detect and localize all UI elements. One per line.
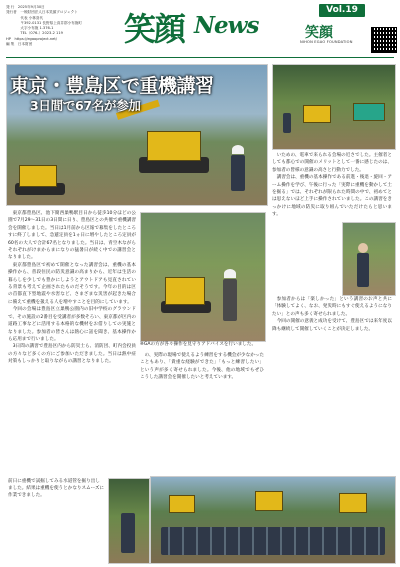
photo-middle xyxy=(140,212,266,342)
article-col-2 xyxy=(140,352,264,484)
pub-line: 代表 小林喜代 xyxy=(6,15,44,20)
pub-line: 大字小布施 1.376-1 xyxy=(6,26,54,31)
participant xyxy=(223,279,237,321)
pub-line: TEL（076-）2023-2 119 xyxy=(6,31,63,36)
excavator-body xyxy=(303,105,331,123)
paragraph: 講習会は、重機の基本操作である前進・後退・旋回・アーム操作を学び、午後に行った「実際に重機を動かして土を掘る」では、それぞれが限られた時間の中で、初めてとは思えないほど上手に操作されていました。この講習をきっかけに地域の防災に取り組んでいただけたらと思います。 xyxy=(272,175,392,218)
pub-line: 発行者 一般財団法人日本笑顔プロジェクト xyxy=(6,10,78,15)
paragraph: 今回の開催の意義と成功を受けて、豊島区では来年度以降も継続して開催していくことが決定しました。 xyxy=(272,319,392,332)
paragraph: の、実際の現場で使えるよう練習をする機会が少なかったこともあり、「貴重な経験ができた」「もっと練習したい」という声が多く寄せられました。今後、他の地域でもぜひこうした講習会を開催したいと考えています。 xyxy=(140,353,264,381)
volume-badge: Vol.19 xyxy=(319,4,365,17)
subheadline: 3日間で67名が参加 xyxy=(30,98,141,113)
excavator-body xyxy=(353,103,385,121)
logo-text: 笑顔 xyxy=(305,25,333,41)
group-photo xyxy=(150,476,396,564)
photo-right-middle xyxy=(342,222,396,296)
photo-bottom-left xyxy=(108,478,150,564)
paragraph: 参加者からは「楽しかった」という講習のお声と共に「体験してよく、なお、発災時にもすぐ使えるようになりたい」との声も多く寄せられました。 xyxy=(272,297,392,317)
participant xyxy=(161,527,385,555)
head xyxy=(358,243,368,253)
paragraph: 東京都豊島区で初めて開催となった講習会は、重機の基本操作から、普段住民の防災意識の高まりから、近年は生活の暮らしを少しでも豊かにしようとアウトドアも見直されている背景も考えて企画されたものだそうです。今年の目的は区の首都直下型地震や水害など、さまざまな災害が起きた場合に備えて重機を扱える人を増やすことを目的にしています。 xyxy=(8,262,136,305)
header-divider xyxy=(6,57,394,58)
publication-info xyxy=(6,5,124,47)
qr-code-icon[interactable] xyxy=(371,27,397,53)
pub-line: 〒392-0131 長野県上高井郡小布施町 xyxy=(6,20,82,25)
masthead xyxy=(124,4,292,46)
photo-caption: 前日に重機で試掘してみる水道管を掘り出しました。結果は重機を使うとかなりスムーズに作業できました。 xyxy=(8,479,105,498)
pub-line: HP https://egaoproject.net/ xyxy=(6,36,57,41)
paragraph: 今回の会場は豊島区立巣鴨公園内の旧中学校のグラウンドで、その施設の2番目を受講者が多数そろい、東京都が区内の道路工事などに活用する本格的な機材をお借りしての実施となりました。参加者の皆さんは熱心に話を聞き、基本操作から応用まで行いました。 xyxy=(8,307,136,342)
participant xyxy=(283,113,291,133)
article-col-3b xyxy=(272,296,392,476)
helmet xyxy=(224,269,236,278)
excavator-body xyxy=(339,493,367,513)
egao-logo xyxy=(305,22,341,41)
article-col-1 xyxy=(8,210,136,472)
pub-line: 編 集 日本財団 xyxy=(6,42,33,47)
paragraph: いための、電車で来られる会場の近さでした。主催者としても都心での開催のメリットとして一番に感じたのは、参加者の皆様の意識の高さと行動力でした。 xyxy=(272,153,392,173)
paragraph: 東京都豊島区、池下簡西巣鴨駅目日から徒歩10分ほどの公園で7月29〜31日の3日間に日り、豊島区との共催で重機講習会を開催しました。当日は1月前から区報で募集をしたところすに終了しまして、急遽定員を1ヵ日に増やしたところ定員が60名の大人で合計67名となりました。当日は、青空木ながらそれぞれがけまからまになりの猛暑日が続く中での講習会となりました。 xyxy=(8,211,136,261)
excavator-body xyxy=(147,131,201,161)
helmet xyxy=(232,145,244,154)
participant xyxy=(231,155,245,191)
masthead-news: News xyxy=(194,12,259,39)
excavator-body xyxy=(165,277,205,305)
participant xyxy=(121,513,135,553)
pub-line: 発 行 2025年9月30日 xyxy=(6,5,45,9)
headline: 東京・豊島区で重機講習 xyxy=(10,75,214,97)
excavator-body xyxy=(19,165,57,187)
masthead-kanji: 笑顔 xyxy=(124,10,185,48)
paragraph: 3日間の講習で豊島区内から防災士ら、消防団、町内会役員の方々など多くの方にご参加いただきました。当日は熱中症対策もしっかりと取りながらの講習となりました。 xyxy=(8,344,136,365)
photo-caption: ※GAの方が各々操作を見守りアドバイスを行いました。 xyxy=(140,342,257,347)
photo-top-right xyxy=(272,64,396,150)
excavator-body xyxy=(255,491,283,511)
participant xyxy=(357,253,369,287)
excavator-body xyxy=(169,495,195,513)
foundation-name: NIHON EGAO FOUNDATION xyxy=(300,40,353,44)
